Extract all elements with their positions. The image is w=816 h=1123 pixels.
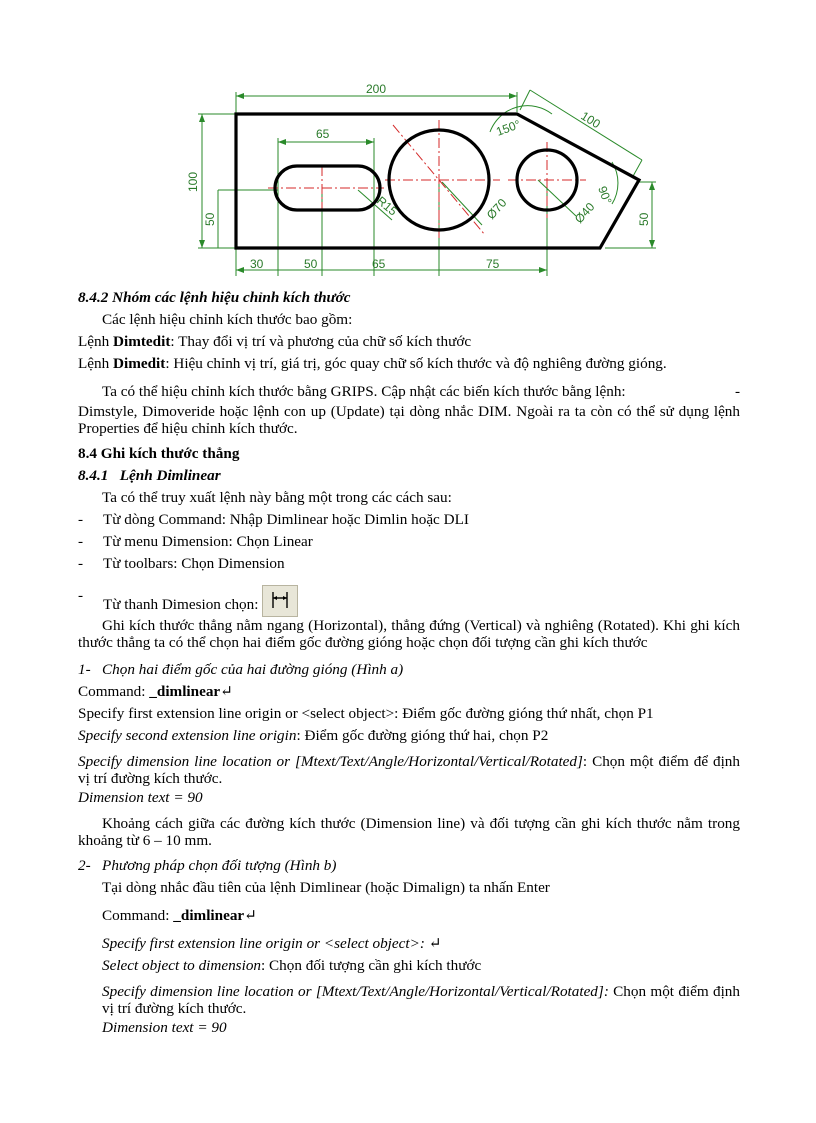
command-desc: : Hiệu chỉnh vị trí, giá trị, góc quay chữ số kích thước và độ nghiêng đường gióng. (165, 355, 667, 372)
command-label: Command: (78, 683, 150, 700)
command-value: _dimlinear (149, 683, 221, 700)
enter-symbol: ↵ (244, 907, 257, 924)
list-item-text: Từ thanh Dimesion chọn: (103, 596, 259, 613)
heading-number: 8.4.1 (78, 467, 109, 484)
command-line (78, 681, 740, 703)
method-title: Chọn hai điểm gốc của hai đường gióng (Hình a) (102, 661, 404, 678)
dim-height-left: 100 (186, 171, 200, 192)
prompt-line-location (78, 983, 740, 1017)
method-title: Phương pháp chọn đối tượng (Hình b) (102, 857, 337, 874)
command-prefix: Lệnh (78, 355, 114, 372)
enter-symbol: ↵ (220, 683, 233, 700)
list-item (78, 585, 740, 617)
dim-right-height: 50 (637, 212, 651, 226)
dimension-text: Dimension text = 90 (102, 1019, 227, 1036)
command-prefix: Lệnh (78, 333, 114, 350)
prompt-text: Specify first extension line origin or <select object>: (78, 705, 399, 722)
method-2-heading (78, 855, 740, 877)
dim-slot-length: 65 (316, 127, 330, 141)
grips-dash: - (734, 383, 740, 400)
paragraph-access: Ta có thể truy xuất lệnh này bằng một trong các cách sau: (102, 489, 452, 506)
dim-dia-big: Ø70 (483, 195, 510, 223)
dim-angle-top: 150° (494, 117, 523, 139)
paragraph-distance: Khoảng cách giữa các đường kích thước (Dimension line) và đối tượng cần ghi kích thước nằm trong khoảng từ 6 – 10 mm. (78, 815, 740, 849)
prompt-desc: : Điểm gốc đường gióng thứ hai, chọn P2 (296, 727, 549, 744)
paragraph-grips (78, 381, 740, 403)
list-item-text: Từ menu Dimension: Chọn Linear (103, 533, 313, 550)
command-dimtedit (78, 331, 740, 353)
list-dash: - (78, 533, 84, 550)
enter-symbol: ↵ (428, 935, 442, 952)
command-name: Dimedit (113, 355, 166, 372)
list-item (78, 531, 740, 553)
dim-bottom-2: 50 (304, 257, 318, 271)
command-value: _dimlinear (173, 907, 245, 924)
list-item-text: Từ toolbars: Chọn Dimension (103, 555, 285, 572)
prompt-desc: Điểm gốc đường gióng thứ nhất, chọn P1 (398, 705, 654, 722)
prompt-desc: Chọn một điểm định vị trí đường kích thước. (102, 983, 740, 1017)
technical-drawing (180, 80, 660, 280)
dim-bottom-4: 75 (486, 257, 500, 271)
dim-slant: 100 (578, 108, 603, 132)
command-label: Command: (102, 907, 174, 924)
document-body (78, 287, 740, 1039)
paragraph-horizontal: Ghi kích thước thẳng nằm ngang (Horizontal), thẳng đứng (Vertical) và nghiêng (Rotated). Khi ghi kích thước thẳng ta có thể chọn hai điểm gốc đường gióng hoặc chọn đối tượng cần ghi kích thước (78, 617, 740, 651)
paragraph-enter: Tại dòng nhắc đầu tiên của lệnh Dimlinear (hoặc Dimalign) ta nhấn Enter (102, 879, 550, 896)
method-1-heading (78, 659, 740, 681)
prompt-text: Specify first extension line origin or <select object>: (102, 935, 425, 952)
prompt-line-location (78, 753, 740, 787)
prompt-text: Select object to dimension (102, 957, 262, 974)
grips-text-a: Ta có thể hiệu chỉnh kích thước bằng GRIPS. Cập nhật các biến kích thước bằng lệnh: (102, 383, 626, 400)
list-item (78, 553, 740, 575)
section-heading-842: 8.4.2 Nhóm các lệnh hiệu chỉnh kích thước (78, 289, 351, 306)
dim-dia-small: Ø40 (571, 199, 598, 227)
command-line (78, 905, 740, 927)
paragraph-grips-cont: Dimstyle, Dimoveride hoặc lệnh con up (Update) tại dòng nhắc DIM. Ngoài ra ta còn có thể sử dụng lệnh Properties để hiệu chỉnh kích thước. (78, 403, 740, 437)
paragraph-intro: Các lệnh hiệu chỉnh kích thước bao gồm: (102, 311, 353, 328)
command-dimedit (78, 353, 740, 375)
prompt-desc: : Chọn đối tượng cần ghi kích thước (261, 957, 482, 974)
dim-height-lower: 50 (203, 212, 217, 226)
dim-bottom-3: 65 (372, 257, 386, 271)
section-heading-84: 8.4 Ghi kích thước thẳng (78, 445, 240, 462)
list-item-text: Từ dòng Command: Nhập Dimlinear hoặc Dimlin hoặc DLI (103, 511, 469, 528)
prompt-text: Specify second extension line origin (78, 727, 297, 744)
list-dash: - (78, 511, 84, 528)
method-number: 1- (78, 661, 91, 678)
prompt-first-origin (78, 703, 740, 725)
heading-title: Lệnh Dimlinear (119, 467, 221, 484)
dim-linear-icon[interactable] (262, 585, 298, 617)
prompt-desc: : Chọn một điểm để định vị trí đường kích thước. (78, 753, 740, 787)
list-dash: - (78, 587, 84, 604)
section-heading-841 (78, 465, 740, 487)
dim-angle-right: 90° (595, 184, 615, 207)
prompt-select-object (78, 955, 740, 977)
dim-radius: R15 (374, 193, 400, 219)
command-desc: : Thay đổi vị trí và phương của chữ số kích thước (170, 333, 472, 350)
list-dash: - (78, 555, 84, 572)
prompt-second-origin (78, 725, 740, 747)
dim-bottom-1: 30 (250, 257, 264, 271)
prompt-text: Specify dimension line location or [Mtext/Text/Angle/Horizontal/Vertical/Rotated] (78, 753, 583, 770)
prompt-text: Specify dimension line location or [Mtext/Text/Angle/Horizontal/Vertical/Rotated]: (102, 983, 609, 1000)
list-item (78, 509, 740, 531)
command-name: Dimtedit (113, 333, 171, 350)
dim-total-width: 200 (366, 82, 387, 96)
dimension-text: Dimension text = 90 (78, 789, 203, 806)
method-number: 2- (78, 857, 91, 874)
prompt-first-origin (78, 933, 740, 955)
